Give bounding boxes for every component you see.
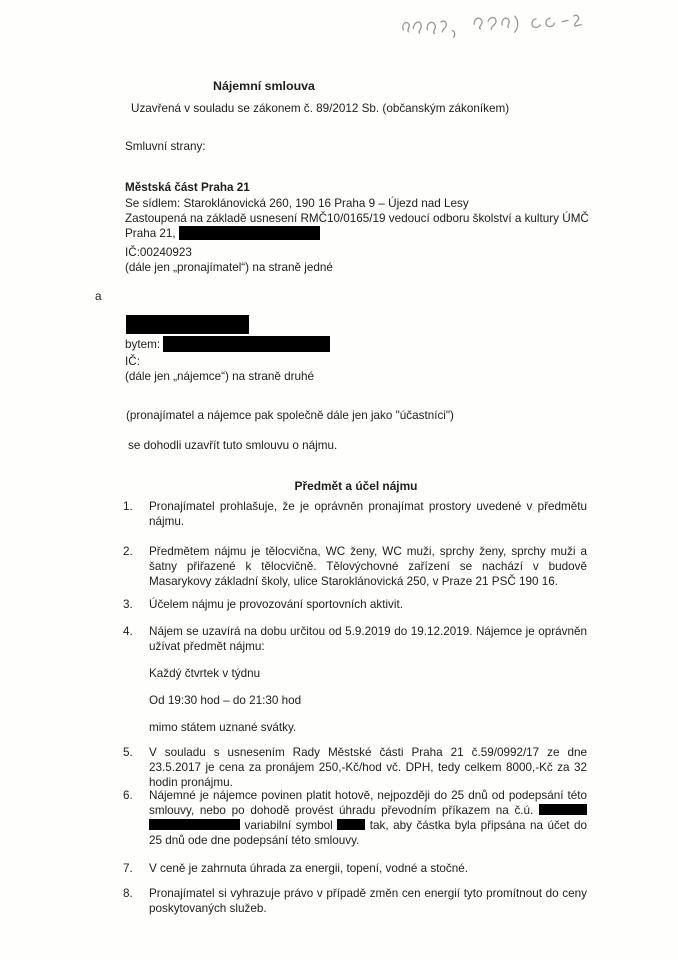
tenant-alias: (dále jen „nájemce“) na straně druhé [125, 370, 315, 383]
joint-parties-clause: (pronajímatel a nájemce pak společně dále jen jako "účastníci") [126, 409, 454, 422]
handwriting-scribble-icon [395, 1, 601, 42]
landlord-representation-line2: Praha 21, [125, 226, 591, 241]
list-number-7: 7. [123, 862, 133, 875]
contract-clause-8 [123, 886, 587, 916]
parties-label: Smluvní strany: [125, 140, 206, 153]
handwritten-note [395, 1, 601, 42]
redaction-bar-account-number-2 [149, 819, 240, 830]
contract-clause-2 [123, 544, 587, 589]
clause-6-text [149, 788, 587, 848]
clause-3-text: Účelem nájmu je provozování sportovních aktivit. [149, 598, 403, 611]
contract-clause-6 [123, 788, 587, 848]
clause-8-text: Pronajímatel si vyhrazuje právo v případě změn cen energií tyto promítnout do ceny poskytovaných služeb. [149, 887, 587, 915]
list-number-5: 5. [123, 746, 133, 759]
tenant-ic-label: IČ: [125, 355, 140, 368]
landlord-representation-line1: Zastoupená na základě usnesení RMČ10/0165/19 vedoucí odboru školství a kultury ÚMČ [125, 212, 589, 225]
schedule-holidays-exception: mimo státem uznané svátky. [149, 721, 297, 734]
clause-7-text: V ceně je zahrnuta úhrada za energii, topení, vodné a stočné. [149, 862, 469, 875]
redaction-bar-account-number-1 [539, 804, 587, 815]
redaction-bar-representative-name [179, 226, 320, 240]
contract-clause-1 [123, 499, 587, 529]
redaction-bar-tenant-address [163, 336, 330, 352]
variable-symbol-label: variabilní symbol [244, 819, 333, 832]
section-heading: Předmět a účel nájmu [294, 479, 418, 493]
conjunction-a: a [95, 290, 102, 303]
list-number-1: 1. [123, 500, 133, 513]
list-number-2: 2. [123, 545, 133, 558]
schedule-day: Každý čtvrtek v týdnu [149, 667, 261, 680]
landlord-address: Se sídlem: Staroklánovická 260, 190 16 Praha 9 – Újezd nad Lesy [125, 197, 469, 210]
landlord-ic: IČ:00240923 [125, 246, 192, 259]
list-number-3: 3. [123, 598, 133, 611]
list-number-6: 6. [123, 789, 133, 802]
list-number-4: 4. [123, 625, 133, 638]
tenant-residence-line [125, 336, 330, 352]
clause-4-text: Nájem se uzavírá na dobu určitou od 5.9.2019 do 19.12.2019. Nájemce je oprávněn užívat předmět nájmu: [149, 625, 587, 653]
clause-6-text-before: Nájemné je nájemce povinen platit hotově, nejpozději do 25 dnů od podepsání této smlouvy, nebo po dohodě provést úhradu převodním příkazem na č.ú. [149, 789, 587, 817]
landlord-block [125, 180, 591, 275]
clause-6-text-after: tak, aby částka byla připsána na účet do 25 dnů ode dne podepsání této smlouvy. [149, 819, 588, 847]
landlord-name: Městská část Praha 21 [125, 181, 250, 194]
landlord-alias: (dále jen „pronajímatel“) na straně jedné [125, 261, 333, 274]
list-number-8: 8. [123, 887, 133, 900]
agreement-clause: se dohodli uzavřít tuto smlouvu o nájmu. [128, 439, 338, 452]
redaction-bar-variable-symbol [337, 819, 365, 830]
bytem-label: bytem: [125, 337, 161, 351]
contract-clause-5 [123, 745, 587, 790]
clause-1-text: Pronajímatel prohlašuje, že je oprávněn pronajímat prostory uvedené v předmětu nájmu. [149, 500, 587, 528]
clause-5-text: V souladu s usnesením Rady Městské části Praha 21 č.59/0992/17 ze dne 23.5.2017 je cena za pronájem 250,-Kč/hod vč. DPH, tedy celkem 8000,-Kč za 32 hodin pronájmu. [149, 746, 587, 789]
contract-clause-3 [123, 597, 587, 612]
clause-2-text: Předmětem nájmu je tělocvična, WC ženy, WC muži, sprchy ženy, sprchy muži a šatny přiřazené k tělocvičně. Tělovýchovné zařízení se nachází v budově Masarykovy základní školy, ulice Staroklánovická 250, v Praze 21 PSČ 190 16. [149, 545, 587, 588]
redaction-bar-tenant-name [126, 315, 249, 334]
page-title: Nájemní smlouva [213, 79, 315, 93]
contract-clause-4 [123, 624, 587, 735]
schedule-hours: Od 19:30 hod – do 21:30 hod [149, 694, 302, 707]
contract-clause-7 [123, 861, 587, 876]
subtitle-law-reference: Uzavřená v souladu se zákonem č. 89/2012 Sb. (občanským zákoníkem) [131, 102, 510, 115]
